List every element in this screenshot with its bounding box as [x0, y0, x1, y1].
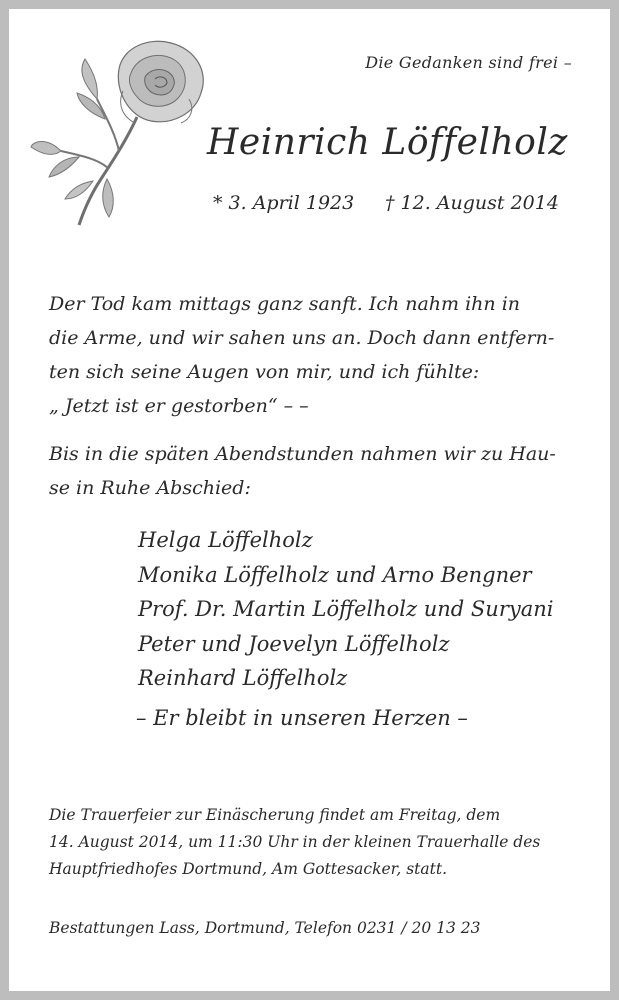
death-date: † 12. August 2014 — [385, 192, 559, 214]
birth-date: * 3. April 1923 — [213, 192, 355, 214]
mourners-list — [138, 523, 554, 696]
funeral-info — [49, 802, 571, 883]
memorial-paragraph — [49, 287, 571, 423]
mourner-name: Reinhard Löffelholz — [138, 666, 348, 690]
funeral-line: Die Trauerfeier zur Einäscherung findet am Freitag, dem — [49, 806, 501, 824]
mourner-name: Peter und Joevelyn Löffelholz — [138, 631, 450, 656]
obituary-card — [9, 9, 610, 991]
funeral-line: Hauptfriedhofes Dortmund, Am Gottesacker, statt. — [49, 860, 448, 878]
paragraph-line: se in Ruhe Abschied: — [49, 477, 251, 499]
funeral-line: 14. August 2014, um 11:30 Uhr in der kleinen Trauerhalle des — [49, 833, 541, 851]
paragraph-line: ten sich seine Augen von mir, und ich fühlte: — [49, 361, 480, 383]
motto: Die Gedanken sind frei – — [365, 53, 572, 72]
deceased-name: Heinrich Löffelholz — [207, 122, 568, 163]
rose-icon — [19, 29, 209, 229]
farewell-paragraph — [49, 437, 571, 505]
mourner-name: Monika Löffelholz und Arno Bengner — [138, 562, 532, 587]
paragraph-line: die Arme, und wir sahen uns an. Doch dann entfern- — [49, 327, 555, 349]
paragraph-line: Der Tod kam mittags ganz sanft. Ich nahm ihn in — [49, 293, 521, 315]
undertaker-info: Bestattungen Lass, Dortmund, Telefon 0231 / 20 13 23 — [49, 919, 481, 937]
closing-motto: – Er bleibt in unseren Herzen – — [136, 706, 468, 730]
paragraph-line: Bis in die späten Abendstunden nahmen wir zu Hau- — [49, 443, 556, 465]
mourner-name: Helga Löffelholz — [138, 528, 313, 552]
mourner-name: Prof. Dr. Martin Löffelholz und Suryani — [138, 597, 554, 621]
paragraph-line: „ Jetzt ist er gestorben“ – – — [49, 395, 309, 417]
